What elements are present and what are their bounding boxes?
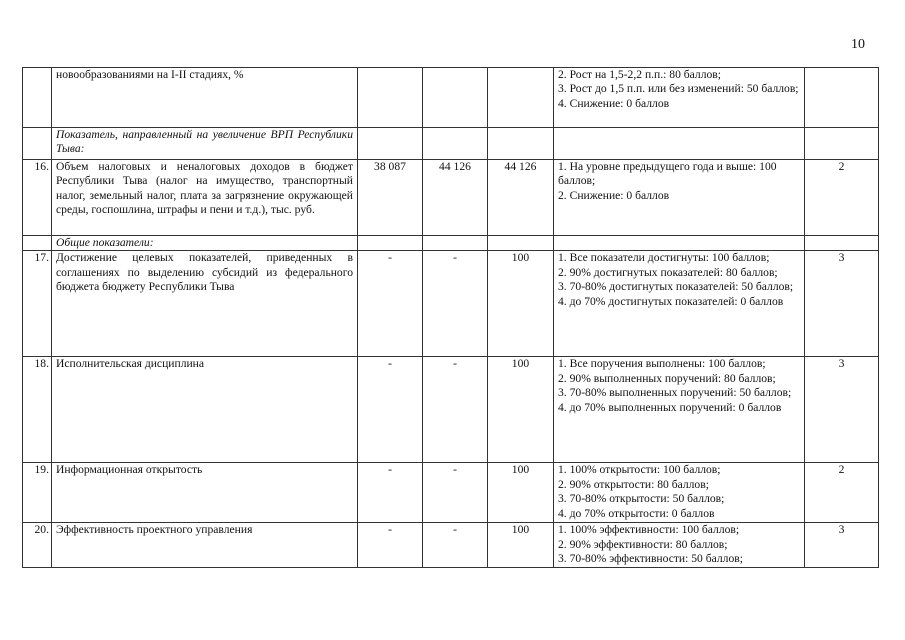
row-number: 18. (23, 357, 52, 463)
value-col-2 (423, 236, 488, 251)
value-col-1 (358, 236, 423, 251)
criteria-line: 4. до 70% выполненных поручений: 0 баллов (558, 400, 782, 414)
criteria (554, 523, 805, 568)
criteria (554, 357, 805, 463)
row-number: 17. (23, 251, 52, 357)
criteria-line: 1. 100% открытости: 100 баллов; (558, 463, 721, 477)
table-row (23, 160, 879, 236)
criteria-line: 1. На уровне предыдущего года и выше: 100 баллов; (558, 160, 777, 188)
criteria (554, 236, 805, 251)
value-col-1: - (358, 357, 423, 463)
row-number (23, 68, 52, 128)
value-col-3: 100 (488, 251, 554, 357)
indicator-name: Эффективность проектного управления (52, 523, 358, 568)
criteria-line: 3. 70-80% открытости: 50 баллов; (558, 492, 725, 506)
value-col-2: - (423, 357, 488, 463)
row-number (23, 128, 52, 160)
value-col-2: - (423, 523, 488, 568)
table-row (23, 463, 879, 523)
criteria-line: 2. Снижение: 0 баллов (558, 188, 670, 202)
indicator-name: Исполнительская дисциплина (52, 357, 358, 463)
value-col-3: 100 (488, 463, 554, 523)
criteria (554, 160, 805, 236)
criteria-line: 3. 70-80% выполненных поручений: 50 баллов; (558, 386, 792, 400)
criteria (554, 463, 805, 523)
criteria-line: 3. 70-80% достигнутых показателей: 50 баллов; (558, 280, 794, 294)
weight (805, 128, 879, 160)
weight: 3 (805, 357, 879, 463)
value-col-3: 100 (488, 523, 554, 568)
criteria-line: 3. Рост до 1,5 п.п. или без изменений: 50 баллов; (558, 82, 799, 96)
table-row (23, 523, 879, 568)
value-col-3 (488, 236, 554, 251)
row-number: 20. (23, 523, 52, 568)
criteria-line: 1. Все показатели достигнуты: 100 баллов; (558, 251, 770, 265)
criteria-line: 1. Все поручения выполнены: 100 баллов; (558, 357, 766, 371)
indicator-name: Достижение целевых показателей, приведенных в соглашениях по выделению субсидий из федерального бюджета бюджету Республики Тыва (52, 251, 358, 357)
weight (805, 236, 879, 251)
value-col-2: - (423, 463, 488, 523)
value-col-2: - (423, 251, 488, 357)
value-col-2 (423, 68, 488, 128)
weight: 3 (805, 251, 879, 357)
value-col-3 (488, 68, 554, 128)
indicators-table (22, 67, 879, 568)
weight: 2 (805, 160, 879, 236)
value-col-1: - (358, 523, 423, 568)
indicator-name: Информационная открытость (52, 463, 358, 523)
table-row (23, 251, 879, 357)
criteria-line: 2. 90% достигнутых показателей: 80 баллов; (558, 265, 778, 279)
value-col-3 (488, 128, 554, 160)
criteria-line: 1. 100% эффективности: 100 баллов; (558, 523, 740, 537)
table-row (23, 68, 879, 128)
value-col-3: 100 (488, 357, 554, 463)
criteria (554, 128, 805, 160)
value-col-1 (358, 68, 423, 128)
criteria-line: 4. до 70% открытости: 0 баллов (558, 506, 715, 520)
criteria-line: 4. до 70% достигнутых показателей: 0 баллов (558, 294, 784, 308)
value-col-2 (423, 128, 488, 160)
row-number: 16. (23, 160, 52, 236)
indicator-name: новообразованиями на I-II стадиях, % (52, 68, 358, 128)
value-col-1 (358, 128, 423, 160)
criteria-line: 2. Рост на 1,5-2,2 п.п.: 80 баллов; (558, 68, 721, 81)
value-col-3: 44 126 (488, 160, 554, 236)
page-number: 10 (851, 37, 865, 52)
weight: 3 (805, 523, 879, 568)
value-col-2: 44 126 (423, 160, 488, 236)
value-col-1: - (358, 463, 423, 523)
table-row (23, 357, 879, 463)
criteria-line: 2. 90% открытости: 80 баллов; (558, 477, 709, 491)
indicator-name: Общие показатели: (52, 236, 358, 251)
weight (805, 68, 879, 128)
indicator-name: Объем налоговых и неналоговых доходов в бюджет Республики Тыва (налог на имущество, транспортный налог, земельный налог, плата за загрязнение окружающей среды, госпошлина, штрафы и пени и т.д.), тыс. руб. (52, 160, 358, 236)
criteria-line: 3. 70-80% эффективности: 50 баллов; (558, 552, 743, 566)
criteria (554, 68, 805, 128)
criteria-line: 2. 90% эффективности: 80 баллов; (558, 537, 728, 551)
criteria-line: 4. Снижение: 0 баллов (558, 96, 670, 110)
table-row (23, 128, 879, 160)
value-col-1: 38 087 (358, 160, 423, 236)
value-col-1: - (358, 251, 423, 357)
indicator-name: Показатель, направленный на увеличение ВРП Республики Тыва: (52, 128, 358, 160)
weight: 2 (805, 463, 879, 523)
row-number: 19. (23, 463, 52, 523)
criteria (554, 251, 805, 357)
table-row (23, 236, 879, 251)
criteria-line: 2. 90% выполненных поручений: 80 баллов; (558, 371, 776, 385)
row-number (23, 236, 52, 251)
indicators-table-body (23, 68, 879, 568)
